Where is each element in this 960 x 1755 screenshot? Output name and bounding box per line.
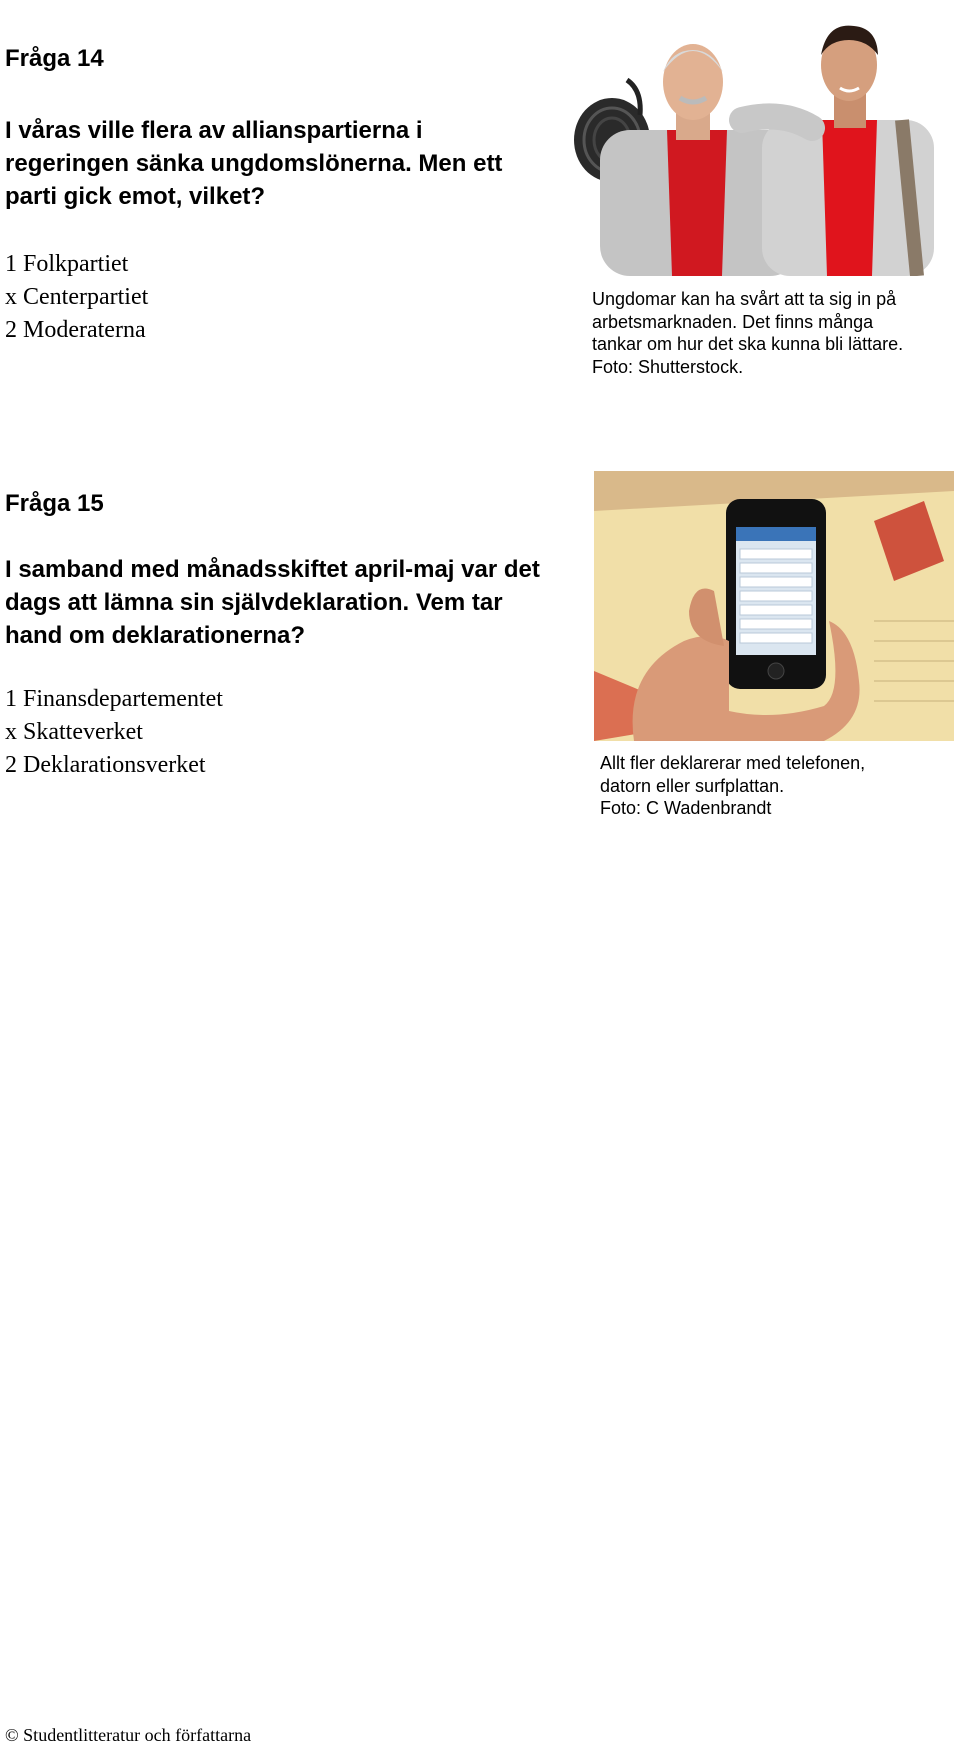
question-14-line: I våras ville flera av allianspartierna i xyxy=(5,117,423,144)
question-15-line: I samband med månadsskiftet april-maj var det xyxy=(5,556,540,583)
question-15-line: hand om deklarationerna? xyxy=(5,622,306,649)
option-1: 1 Finansdepartementet xyxy=(5,686,223,712)
photo-phone-declaration xyxy=(594,471,954,741)
copyright-footer: © Studentlitteratur och författarna xyxy=(5,1725,252,1745)
caption-line: Ungdomar kan ha svårt att ta sig in på xyxy=(592,289,897,309)
caption-line: Foto: C Wadenbrandt xyxy=(600,798,772,818)
question-14-options xyxy=(5,248,148,347)
question-15-heading: Fråga 15 xyxy=(5,490,104,517)
option-x: x Skatteverket xyxy=(5,719,143,745)
question-14-line: regeringen sänka ungdomslönerna. Men ett xyxy=(5,150,503,177)
caption-line: tankar om hur det ska kunna bli lättare. xyxy=(592,334,904,354)
caption-line: Allt fler deklarerar med telefonen, xyxy=(600,753,866,773)
photo-caption-14 xyxy=(592,288,903,378)
option-1: 1 Folkpartiet xyxy=(5,251,129,277)
question-15-text xyxy=(5,553,540,652)
caption-line: arbetsmarknaden. Det finns många xyxy=(592,311,874,332)
question-14-heading: Fråga 14 xyxy=(5,45,104,72)
photo-two-workers xyxy=(572,20,934,276)
caption-line: Foto: Shutterstock. xyxy=(592,356,744,377)
question-14-text xyxy=(5,114,502,213)
question-15-line: dags att lämna sin självdeklaration. Vem tar xyxy=(5,589,503,616)
option-2: 2 Deklarationsverket xyxy=(5,752,206,778)
caption-line: datorn eller surfplattan. xyxy=(600,775,785,796)
option-2: 2 Moderaterna xyxy=(5,317,146,343)
question-15-options xyxy=(5,683,223,782)
option-x: x Centerpartiet xyxy=(5,284,149,310)
photo-caption-15 xyxy=(600,752,865,820)
question-14-line: parti gick emot, vilket? xyxy=(5,183,266,210)
